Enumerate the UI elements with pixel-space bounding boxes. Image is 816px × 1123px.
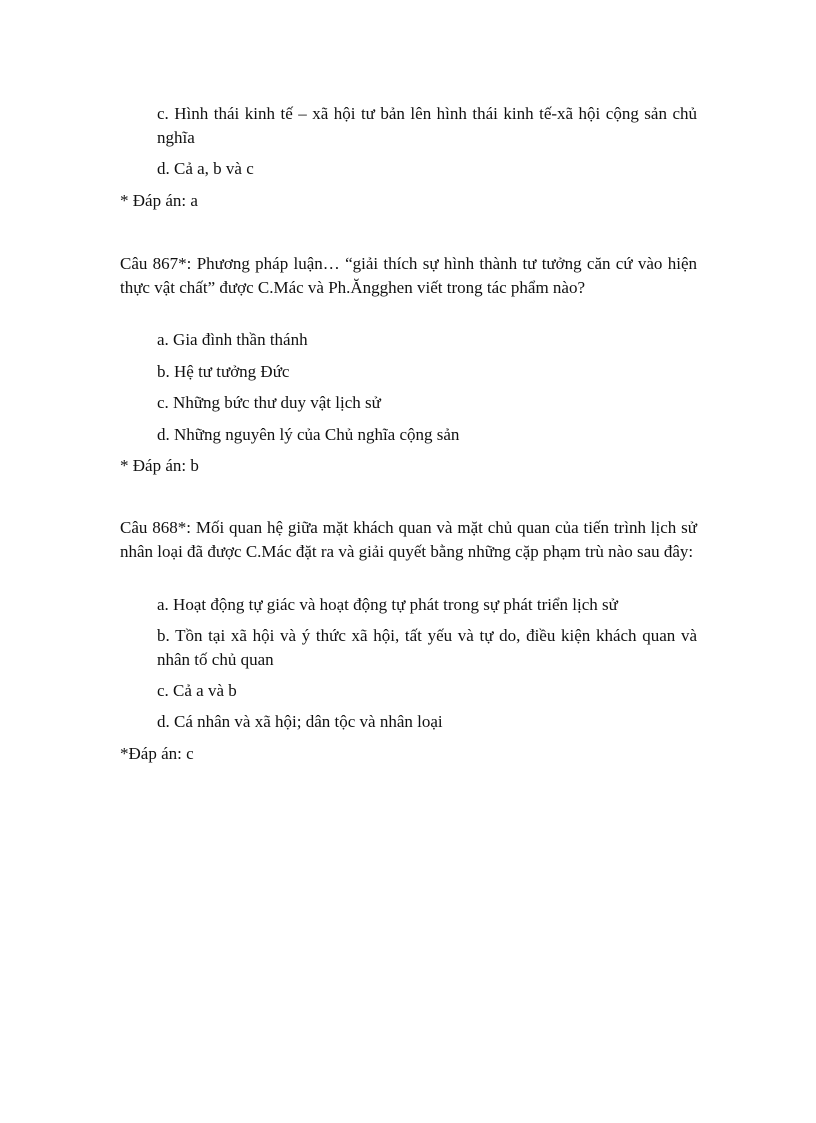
prev-option-c: c. Hình thái kinh tế – xã hội tư bản lên hình thái kinh tế-xã hội cộng sản chủ nghĩa <box>157 104 697 147</box>
prev-answer: * Đáp án: a <box>120 191 198 210</box>
question-868: Câu 868*: Mối quan hệ giữa mặt khách quan và mặt chủ quan của tiến trình lịch sử nhân loại đã được C.Mác đặt ra và giải quyết bằng những cặp phạm trù nào sau đây: <box>120 518 697 561</box>
q868-option-b: b. Tồn tại xã hội và ý thức xã hội, tất yếu và tự do, điều kiện khách quan và nhân tố chủ quan <box>157 626 697 669</box>
question-867: Câu 867*: Phương pháp luận… “giải thích sự hình thành tư tưởng căn cứ vào hiện thực vật chất” được C.Mác và Ph.Ăngghen viết trong tác phẩm nào? <box>120 254 697 297</box>
q867-answer: * Đáp án: b <box>120 456 199 475</box>
q867-option-a: a. Gia đình thần thánh <box>157 330 308 349</box>
q868-option-d: d. Cá nhân và xã hội; dân tộc và nhân loại <box>157 712 443 731</box>
q868-answer: *Đáp án: c <box>120 744 194 763</box>
q867-option-d: d. Những nguyên lý của Chủ nghĩa cộng sản <box>157 425 460 444</box>
q867-option-b: b. Hệ tư tưởng Đức <box>157 362 290 381</box>
q868-option-c: c. Cả a và b <box>157 681 237 700</box>
prev-option-d: d. Cả a, b và c <box>157 159 254 178</box>
q868-option-a: a. Hoạt động tự giác và hoạt động tự phát trong sự phát triển lịch sử <box>157 595 618 614</box>
q867-option-c: c. Những bức thư duy vật lịch sử <box>157 393 381 412</box>
